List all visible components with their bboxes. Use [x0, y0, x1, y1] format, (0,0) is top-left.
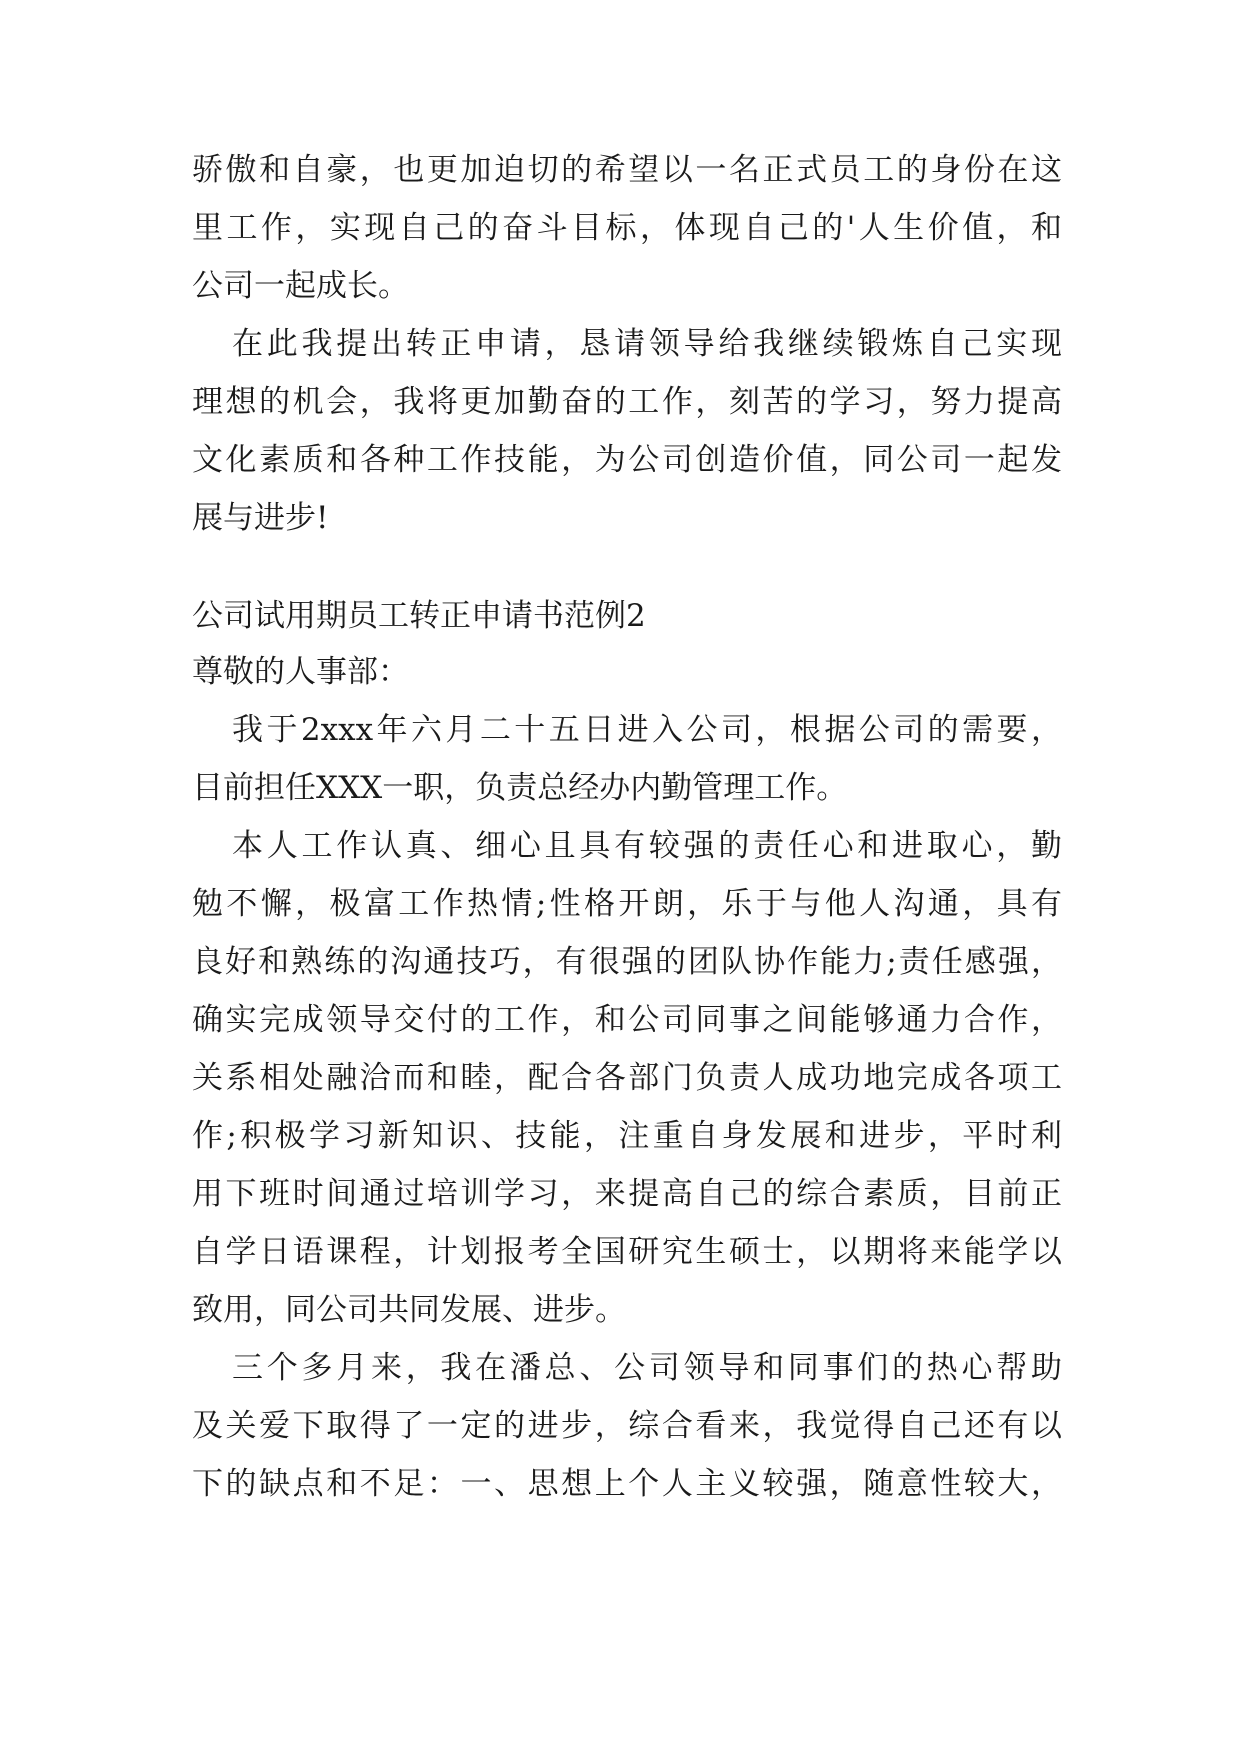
section-heading: 公司试用期员工转正申请书范例2: [192, 598, 646, 634]
paragraph-line: 作;积极学习新知识、技能，注重自身发展和进步，平时利: [192, 1118, 1062, 1154]
paragraph-line: 用下班时间通过培训学习，来提高自己的综合素质，目前正: [192, 1176, 1062, 1212]
paragraph-line: 展与进步!: [192, 500, 329, 536]
salutation: 尊敬的人事部：: [192, 654, 409, 690]
paragraph-line: 我于2xxx年六月二十五日进入公司，根据公司的需要，: [232, 712, 1062, 748]
paragraph-line: 里工作，实现自己的奋斗目标，体现自己的'人生价值，和: [192, 210, 1062, 246]
paragraph-line: 公司一起成长。: [192, 268, 409, 304]
paragraph-line: 下的缺点和不足：一、思想上个人主义较强，随意性较大，: [192, 1466, 1062, 1502]
paragraph-line: 自学日语课程，计划报考全国研究生硕士，以期将来能学以: [192, 1234, 1062, 1270]
paragraph-line: 关系相处融洽而和睦，配合各部门负责人成功地完成各项工: [192, 1060, 1062, 1096]
paragraph-line: 骄傲和自豪，也更加迫切的希望以一名正式员工的身份在这: [192, 152, 1062, 188]
paragraph-line: 良好和熟练的沟通技巧，有很强的团队协作能力;责任感强，: [192, 944, 1062, 980]
paragraph-line: 本人工作认真、细心且具有较强的责任心和进取心，勤: [232, 828, 1062, 864]
paragraph-line: 及关爱下取得了一定的进步，综合看来，我觉得自己还有以: [192, 1408, 1062, 1444]
paragraph-line: 确实完成领导交付的工作，和公司同事之间能够通力合作，: [192, 1002, 1062, 1038]
paragraph-line: 在此我提出转正申请，恳请领导给我继续锻炼自己实现: [232, 326, 1062, 362]
paragraph-line: 三个多月来，我在潘总、公司领导和同事们的热心帮助: [232, 1350, 1062, 1386]
paragraph-line: 理想的机会，我将更加勤奋的工作，刻苦的学习，努力提高: [192, 384, 1062, 420]
paragraph-line: 勉不懈，极富工作热情;性格开朗，乐于与他人沟通，具有: [192, 886, 1062, 922]
paragraph-line: 目前担任XXX一职，负责总经办内勤管理工作。: [192, 770, 848, 806]
paragraph-line: 文化素质和各种工作技能，为公司创造价值，同公司一起发: [192, 442, 1062, 478]
paragraph-line: 致用，同公司共同发展、进步。: [192, 1292, 626, 1328]
